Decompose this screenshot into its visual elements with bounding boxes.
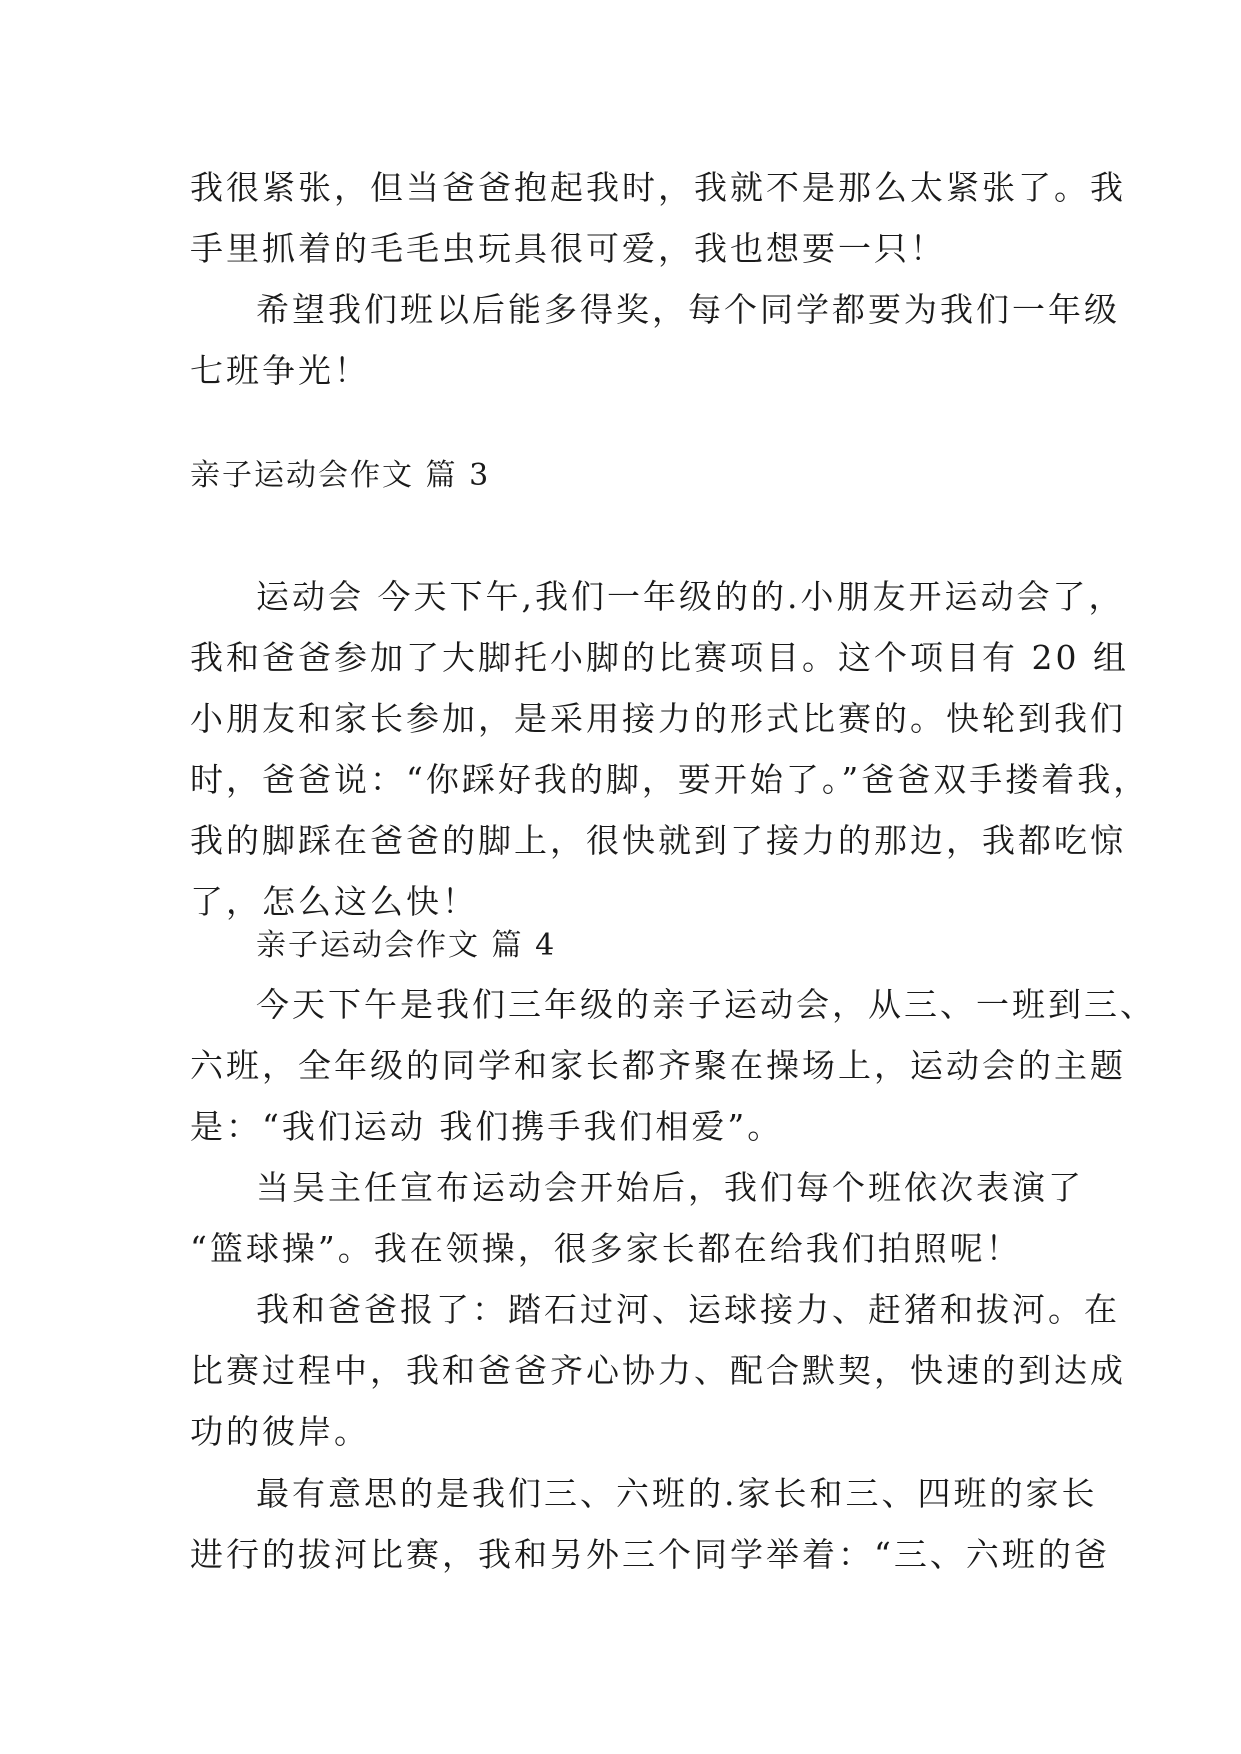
paragraph-line: 我很紧张，但当爸爸抱起我时，我就不是那么太紧张了。我	[190, 168, 1126, 207]
paragraph-line: 我的脚踩在爸爸的脚上，很快就到了接力的那边，我都吃惊	[190, 821, 1126, 860]
paragraph-line: 手里抓着的毛毛虫玩具很可爱，我也想要一只！	[190, 229, 946, 268]
paragraph-line: 希望我们班以后能多得奖，每个同学都要为我们一年级	[256, 290, 1120, 329]
paragraph-line: 最有意思的是我们三、六班的.家长和三、四班的家长	[256, 1474, 1098, 1513]
paragraph-line: 时，爸爸说：“你踩好我的脚，要开始了。”爸爸双手搂着我，	[190, 760, 1150, 799]
paragraph-line: 六班，全年级的同学和家长都齐聚在操场上，运动会的主题	[190, 1046, 1126, 1085]
section-heading: 亲子运动会作文 篇 3	[190, 458, 491, 493]
paragraph-line: 比赛过程中，我和爸爸齐心协力、配合默契，快速的到达成	[190, 1351, 1126, 1390]
paragraph-line: 运动会 今天下午,我们一年级的的.小朋友开运动会了，	[256, 577, 1125, 616]
paragraph-line: 我和爸爸参加了大脚托小脚的比赛项目。这个项目有 20 组	[190, 638, 1129, 677]
paragraph-line: 我和爸爸报了：踏石过河、运球接力、赶猪和拔河。在	[256, 1290, 1120, 1329]
paragraph-line: 功的彼岸。	[190, 1412, 370, 1451]
paragraph-line: “篮球操”。我在领操，很多家长都在给我们拍照呢！	[190, 1229, 1022, 1268]
paragraph-line: 七班争光！	[190, 351, 370, 390]
section-heading: 亲子运动会作文 篇 4	[256, 928, 557, 963]
paragraph-line: 当吴主任宣布运动会开始后，我们每个班依次表演了	[256, 1168, 1084, 1207]
paragraph-line: 小朋友和家长参加，是采用接力的形式比赛的。快轮到我们	[190, 699, 1126, 738]
paragraph-line: 了，怎么这么快！	[190, 882, 478, 921]
paragraph-line: 是：“我们运动 我们携手我们相爱”。	[190, 1107, 784, 1146]
paragraph-line: 今天下午是我们三年级的亲子运动会，从三、一班到三、	[256, 985, 1156, 1024]
paragraph-line: 进行的拔河比赛，我和另外三个同学举着：“三、六班的爸	[190, 1535, 1110, 1574]
